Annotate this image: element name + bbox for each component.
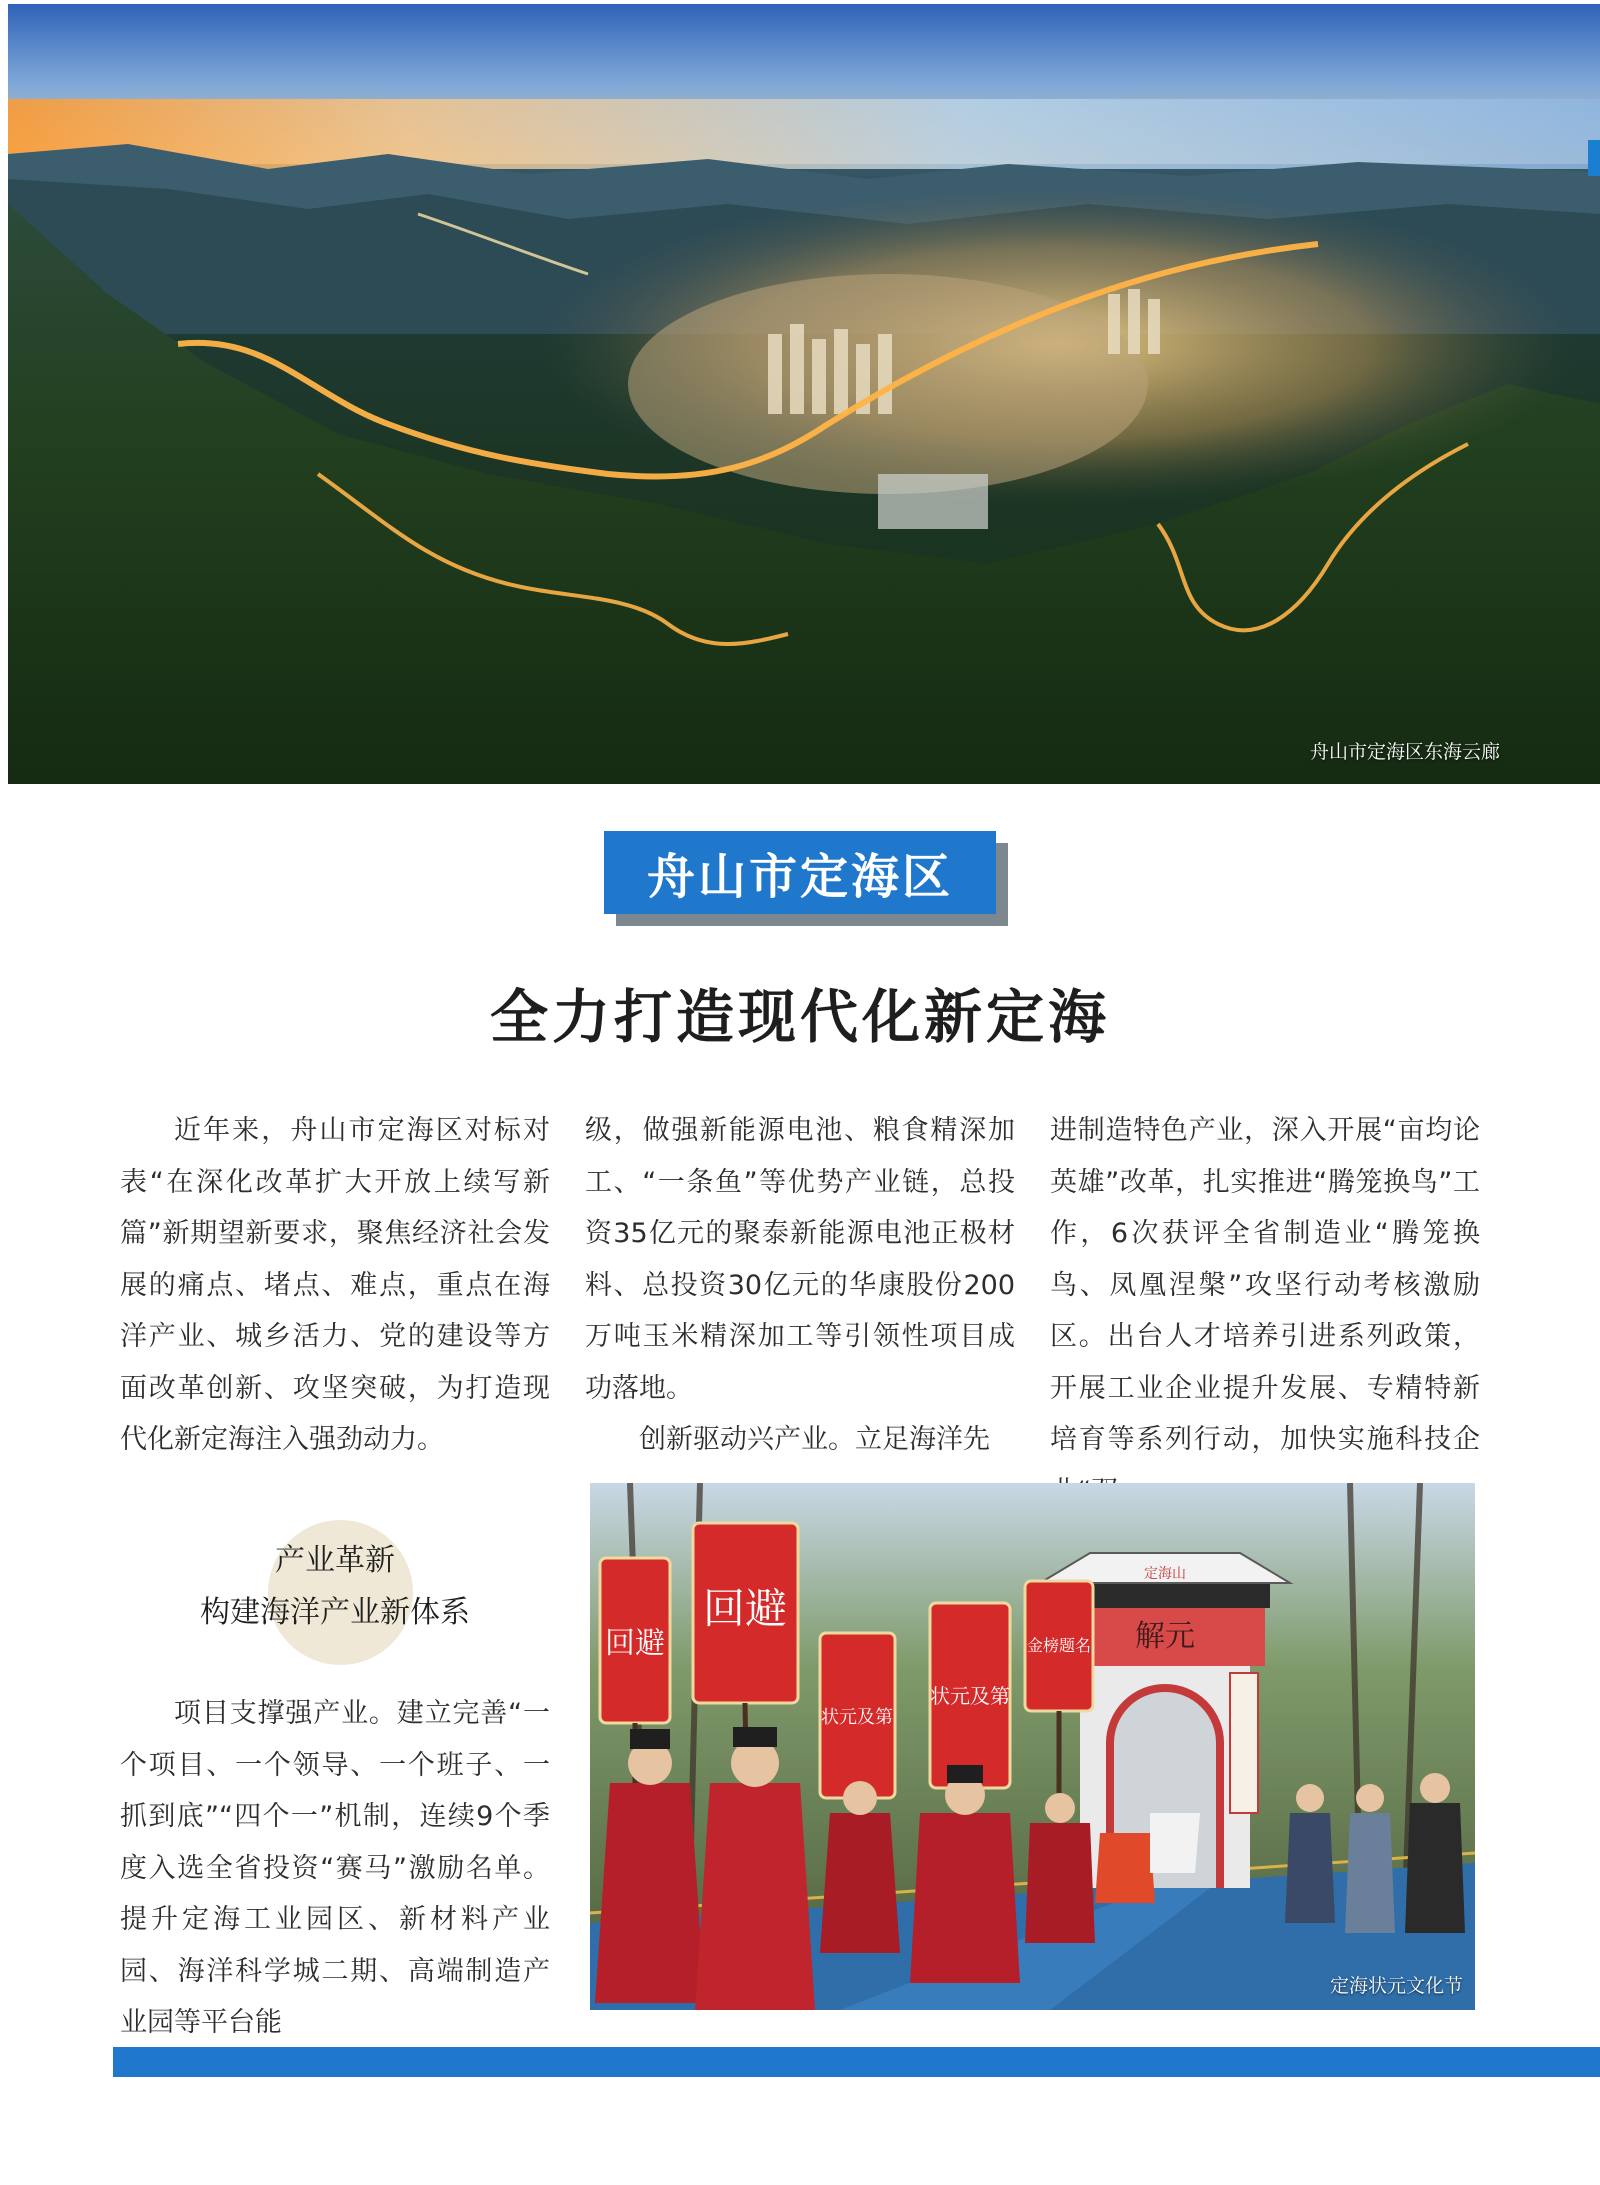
column-1-section-text	[120, 1688, 550, 2049]
district-label: 舟山市定海区	[604, 831, 996, 914]
article-headline: 全力打造现代化新定海	[489, 983, 1110, 1051]
arch-top-text: 定海山	[1144, 1566, 1186, 1582]
festival-photo	[590, 1483, 1475, 2010]
column-3	[1050, 1105, 1480, 1517]
sign-3-text: 状元及第	[821, 1707, 893, 1728]
festival-photo-caption: 定海状元文化节	[1329, 1975, 1463, 1997]
section-heading-line2: 构建海洋产业新体系	[200, 1595, 470, 1630]
hero-landscape-illustration	[8, 4, 1600, 784]
bottom-accent-bar	[113, 2047, 1600, 2077]
hero-photo	[8, 4, 1600, 784]
edge-tab-marker	[1588, 140, 1600, 176]
sign-2-text: 回避	[702, 1584, 788, 1633]
intro-paragraph: 近年来，舟山市定海区对标对表“在深化改革扩大开放上续写新篇”新期望新要求，聚焦经济社会发展的痛点、堵点、难点，重点在海洋产业、城乡活力、党的建设等方面改革创新、攻坚突破，为打造现代化新定海注入强劲动力。	[120, 1115, 550, 1455]
column-2-paragraph-2: 创新驱动兴产业。立足海洋先	[639, 1424, 990, 1455]
sign-4-text: 状元及第	[930, 1684, 1010, 1708]
section-heading-line1: 产业革新	[275, 1543, 395, 1578]
column-3-paragraph: 进制造特色产业，深入开展“亩均论英雄”改革，扎实推进“腾笼换鸟”工作，6次获评全省制造业“腾笼换鸟、凤凰涅槃”攻坚行动考核激励区。出台人才培养引进系列政策，开展工业企业提升发展、专精特新培育等系列行动，加快实施科技企	[1050, 1115, 1480, 1455]
sign-1-text: 回避	[605, 1626, 665, 1661]
festival-scene-illustration	[590, 1483, 1475, 2010]
sign-5-text: 金榜题名	[1026, 1636, 1092, 1655]
hero-caption: 舟山市定海区东海云廊	[1309, 741, 1500, 763]
arch-plaque-text: 解元	[1135, 1619, 1195, 1654]
project-paragraph: 项目支撑强产业。建立完善“一个项目、一个领导、一个班子、一抓到底”“四个一”机制，连续9个季度入选全省投资“赛马”激励名单。提升定海工业园区、新材料产业园、海洋科学城二期、高端制造产业园等平台能	[120, 1698, 550, 2038]
column-1-intro	[120, 1105, 550, 1466]
column-2-paragraph-1: 级，做强新能源电池、粮食精深加工、“一条鱼”等优势产业链，总投资35亿元的聚泰新能源电池正极材料、总投资30亿元的华康股份200万吨玉米精深加工等引领性项目成功落地。	[585, 1115, 1015, 1404]
column-2	[585, 1105, 1015, 1466]
